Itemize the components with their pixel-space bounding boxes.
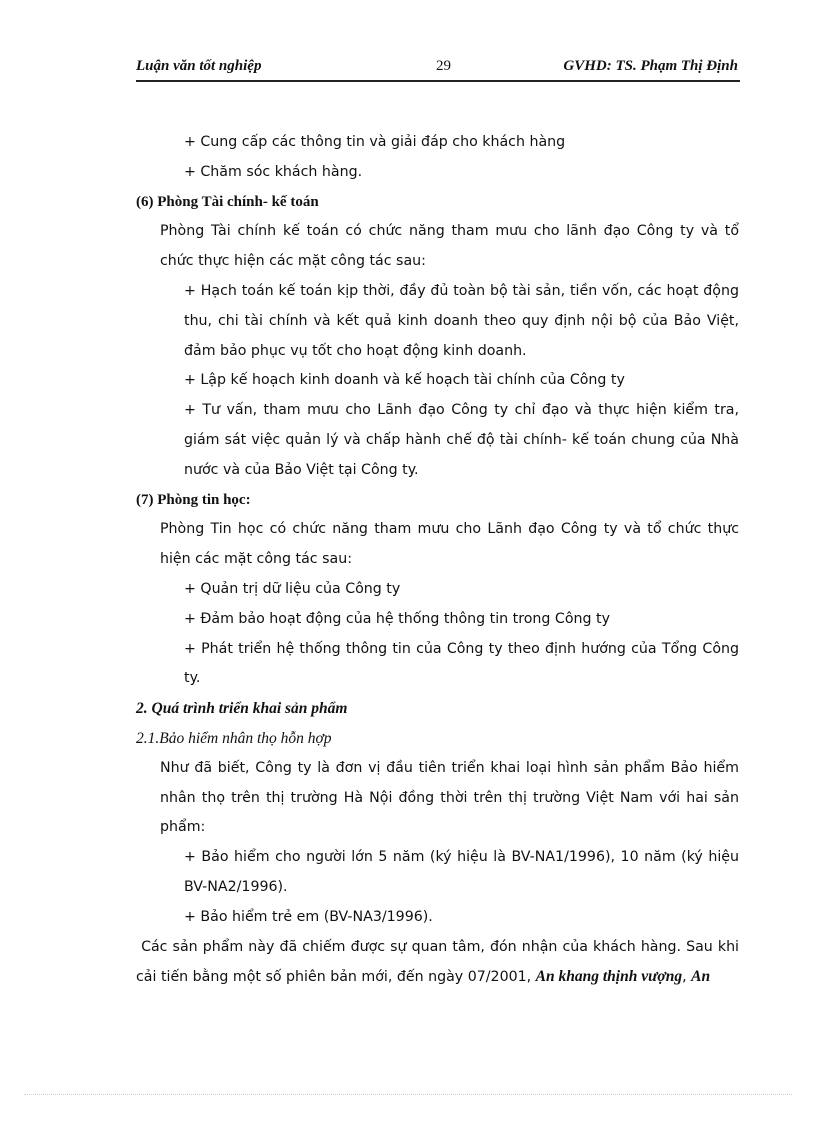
paragraph-it-intro: Phòng Tin học có chức năng tham mưu cho Lãnh đạo Công ty và tổ chức thực hiện các mặt công tác sau: <box>160 521 739 568</box>
page-header <box>136 56 740 82</box>
header-supervisor: GVHD: TS. Phạm Thị Định <box>563 58 738 74</box>
product-name-an-khang: An khang thịnh vượng <box>535 968 683 986</box>
page-bottom-divider <box>24 1094 792 1095</box>
bullet-data-admin: + Quản trị dữ liệu của Công ty <box>184 580 401 597</box>
product-name-an: An <box>691 968 711 986</box>
header-thesis-title: Luận văn tốt nghiệp <box>136 58 262 74</box>
bullet-accounting: + Hạch toán kế toán kịp thời, đầy đủ toàn bộ tài sản, tiền vốn, các hoạt động thu, chi tài chính và kết quả kinh doanh theo quy định nội bộ của Bảo Việt, đảm bảo phục vụ tốt cho hoạt động kinh doanh. <box>184 282 739 359</box>
products-reception-text: Các sản phẩm này đã chiếm được sự quan tâm, đón nhận của khách hàng. Sau khi cải tiến bằng một số phiên bản mới, đến ngày 07/2001, <box>136 938 739 986</box>
bullet-info-system: + Đảm bảo hoạt động của hệ thống thông tin trong Công ty <box>184 610 610 627</box>
paragraph-finance-intro: Phòng Tài chính kế toán có chức năng tham mưu cho lãnh đạo Công ty và tổ chức thực hiện các mặt công tác sau: <box>160 223 739 270</box>
bullet-customer-care: + Chăm sóc khách hàng. <box>184 163 363 180</box>
heading-finance-dept: (6) Phòng Tài chính- kế toán <box>136 193 319 210</box>
section-heading-deployment: 2. Quá trình triển khai sản phẩm <box>136 700 348 718</box>
bullet-business-plan: + Lập kế hoạch kinh doanh và kế hoạch tài chính của Công ty <box>184 372 625 389</box>
paragraph-first-provider: Như đã biết, Công ty là đơn vị đầu tiên triển khai loại hình sản phẩm Bảo hiểm nhân thọ trên thị trường Hà Nội đồng thời trên thị trường Việt Nam với hai sản phẩm: <box>160 759 739 836</box>
bullet-adult-insurance: + Bảo hiểm cho người lớn 5 năm (ký hiệu là BV-NA1/1996), 10 năm (ký hiệu BV-NA2/1996). <box>184 849 739 895</box>
page-number: 29 <box>436 58 451 74</box>
paragraph-products-reception <box>136 933 739 994</box>
bullet-develop-system: + Phát triển hệ thống thông tin của Công ty theo định hướng của Tổng Công ty. <box>184 640 739 687</box>
bullet-child-insurance: + Bảo hiểm trẻ em (BV-NA3/1996). <box>184 908 433 925</box>
bullet-provide-info: + Cung cấp các thông tin và giải đáp cho khách hàng <box>184 134 566 150</box>
bullet-advisory: + Tư vấn, tham mưu cho Lãnh đạo Công ty chỉ đạo và thực hiện kiểm tra, giám sát việc quản lý và chấp hành chế độ tài chính- kế toán chung của Nhà nước và của Bảo Việt tại Công ty. <box>184 402 739 478</box>
heading-it-dept: (7) Phòng tin học: <box>136 491 251 508</box>
document-body <box>136 128 739 993</box>
products-separator: , <box>682 969 692 986</box>
subsection-heading-mixed-life: 2.1.Bảo hiểm nhân thọ hỗn hợp <box>136 729 332 747</box>
